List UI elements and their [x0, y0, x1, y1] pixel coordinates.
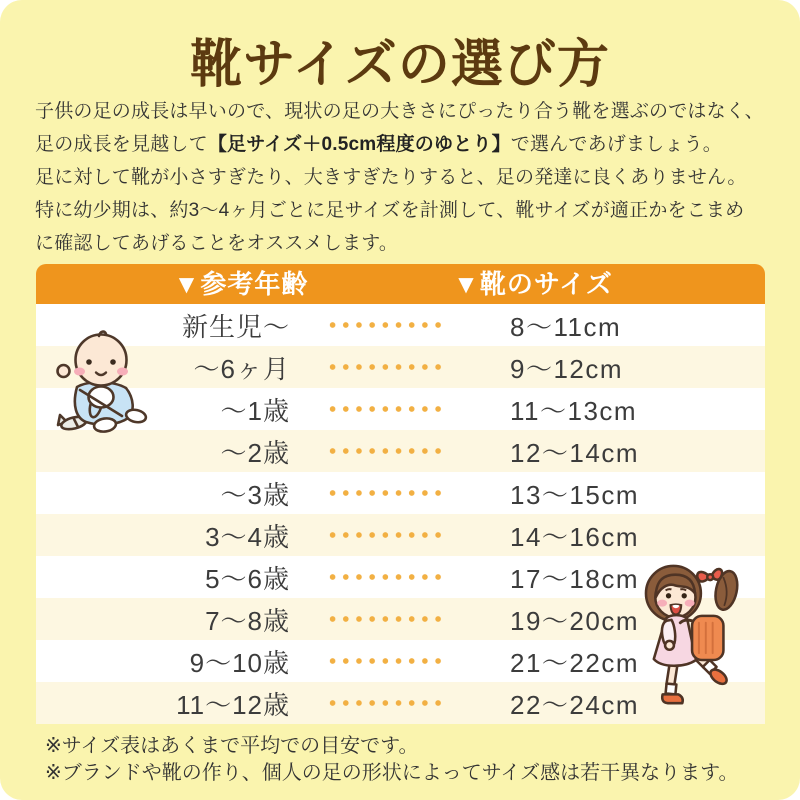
note-line-2: ※ブランドや靴の作り、個人の足の形状によってサイズ感は若干異なります。: [45, 762, 739, 784]
table-row: [36, 556, 765, 598]
dot-leader: [326, 406, 444, 412]
size-cell: 21〜22cm: [510, 647, 639, 678]
size-cell: 12〜14cm: [510, 437, 639, 468]
size-cell: 17〜18cm: [510, 563, 639, 594]
intro-line-3: 足に対して靴が小さすぎたり、大きすぎたりすると、足の発達に良くありません。: [35, 167, 747, 188]
table-row: [36, 346, 765, 388]
table-rows: [36, 304, 765, 724]
dot-leader: [326, 700, 444, 706]
dot-leader: [326, 364, 444, 370]
size-cell: 11〜13cm: [510, 395, 638, 426]
intro-line2-post: で選んであげましょう。: [510, 134, 722, 155]
size-cell: 14〜16cm: [510, 521, 639, 552]
dot-leader: [326, 448, 444, 454]
size-cell: 19〜20cm: [510, 605, 639, 636]
size-cell: 9〜12cm: [510, 353, 624, 384]
intro-line2-highlight: 【足サイズ＋0.5cm程度のゆとり】: [207, 134, 511, 155]
age-cell: 新生児〜: [181, 311, 290, 342]
size-column-header: ▼靴のサイズ: [453, 269, 613, 299]
dot-leader: [326, 490, 444, 496]
table-row: [36, 598, 765, 640]
age-cell: 9〜10歳: [189, 647, 290, 678]
dot-leader: [326, 658, 444, 664]
table-row: [36, 682, 765, 724]
age-cell: 5〜6歳: [205, 563, 290, 594]
table-header: [36, 264, 765, 304]
table-row: [36, 388, 765, 430]
table-row: [36, 304, 765, 346]
table-row: [36, 514, 765, 556]
intro-line-2: [35, 128, 775, 161]
intro-line-1: 子供の足の成長は早いので、現状の足の大きさにぴったり合う靴を選ぶのではなく、: [35, 101, 764, 122]
age-cell: 7〜8歳: [205, 605, 290, 636]
size-cell: 13〜15cm: [510, 479, 639, 510]
age-cell: 〜2歳: [220, 437, 290, 468]
intro-paragraph: [35, 95, 775, 260]
age-column-header: ▼参考年齢: [173, 269, 309, 299]
age-cell: 11〜12歳: [176, 689, 290, 720]
age-cell: 〜1歳: [220, 395, 290, 426]
footnotes: [45, 733, 775, 787]
size-cell: 8〜11cm: [510, 311, 622, 342]
size-cell: 22〜24cm: [510, 689, 639, 720]
table-row: [36, 430, 765, 472]
age-cell: 〜6ヶ月: [193, 353, 290, 384]
table-row: [36, 640, 765, 682]
age-cell: 〜3歳: [220, 479, 290, 510]
dot-leader: [326, 616, 444, 622]
age-cell: 3〜4歳: [205, 521, 290, 552]
dot-leader: [326, 322, 444, 328]
page-title: 靴サイズの選び方: [190, 36, 610, 94]
note-line-1: ※サイズ表はあくまで平均での目安です。: [45, 735, 419, 757]
intro-line2-pre: 足の成長を見越して: [35, 134, 208, 155]
intro-line-5: に確認してあげることをオススメします。: [35, 233, 399, 254]
size-table: [36, 264, 765, 724]
intro-line-4: 特に幼少期は、約3〜4ヶ月ごとに足サイズを計測して、靴サイズが適正かをこまめ: [35, 200, 745, 221]
dot-leader: [326, 532, 444, 538]
table-row: [36, 472, 765, 514]
dot-leader: [326, 574, 444, 580]
